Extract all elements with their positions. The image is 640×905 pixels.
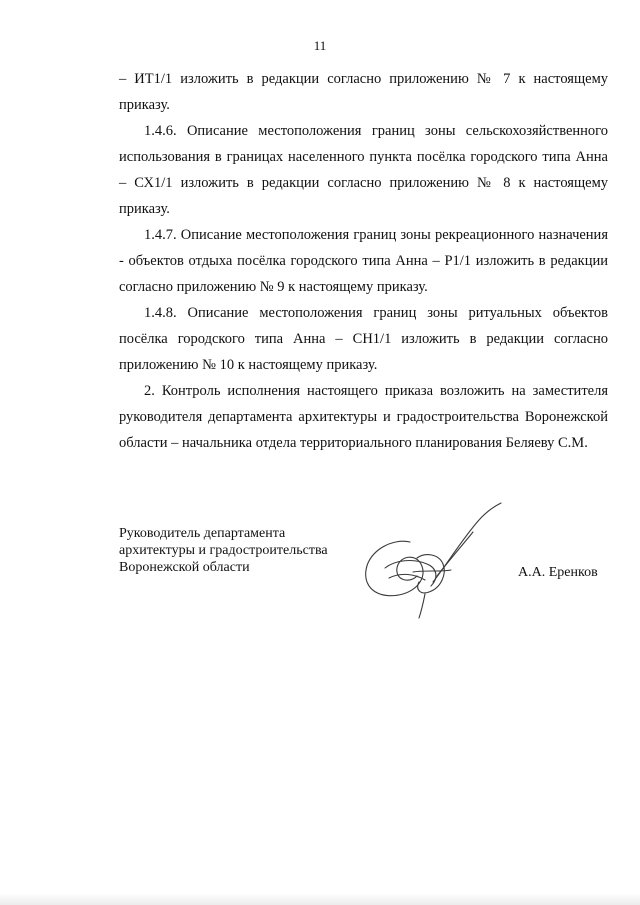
paragraph-it-continuation: – ИТ1/1 изложить в редакции согласно приложению № 7 к настоящему приказу. <box>119 71 608 113</box>
signer-position-line: архитектуры и градостроительства <box>119 543 328 558</box>
signer-position-line: Воронежской области <box>119 560 250 575</box>
signer-position <box>119 525 328 576</box>
paragraph-1-4-8: 1.4.8. Описание местоположения границ зоны ритуальных объектов посёлка городского типа Анна – СН1/1 изложить в редакции согласно приложению № 10 к настоящему приказу. <box>119 305 608 373</box>
signer-name: А.А. Еренков <box>518 565 598 580</box>
document-body <box>119 66 608 456</box>
page-bottom-edge <box>0 893 640 905</box>
signer-position-line: Руководитель департамента <box>119 526 286 541</box>
paragraph-1-4-7: 1.4.7. Описание местоположения границ зоны рекреационного назначения - объектов отдыха посёлка городского типа Анна – Р1/1 изложить в редакции согласно приложению № 9 к настоящему приказу. <box>119 227 608 295</box>
paragraph-1-4-6: 1.4.6. Описание местоположения границ зоны сельскохозяйственного использования в границах населенного пункта посёлка городского типа Анна – СХ1/1 изложить в редакции согласно приложению № 8 к настоящему приказу. <box>119 123 608 217</box>
paragraph-2-control: 2. Контроль исполнения настоящего приказа возложить на заместителя руководителя департамента архитектуры и градостроительства Воронежской области – начальника отдела территориального планирования Беляеву С.М. <box>119 383 608 451</box>
page-number: 11 <box>313 38 327 53</box>
handwritten-signature <box>355 498 510 623</box>
